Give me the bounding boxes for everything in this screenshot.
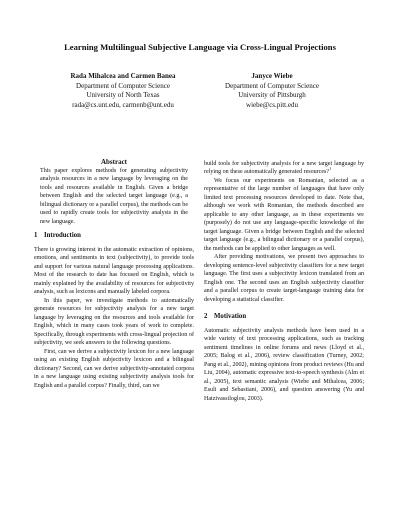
author-department: Department of Computer Science bbox=[76, 81, 170, 90]
section-number: 2 bbox=[204, 313, 208, 321]
left-column bbox=[34, 158, 194, 390]
footnote-marker: 1 bbox=[329, 166, 332, 172]
section-number: 1 bbox=[34, 232, 38, 240]
author-names: Janyce Wiebe bbox=[251, 72, 293, 80]
author-email: wiebe@cs.pitt.edu bbox=[246, 100, 298, 109]
author-university: University of North Texas bbox=[86, 91, 160, 100]
paragraph-text: build tools for subjectivity analysis for a new target language by relying on these automatically generated resources? bbox=[204, 161, 364, 176]
section-heading-introduction bbox=[34, 232, 194, 241]
author-block-unt bbox=[52, 72, 194, 110]
paper-title: Learning Multilingual Subjective Language via Cross-Lingual Projections bbox=[64, 42, 336, 52]
section-title: Introduction bbox=[44, 232, 81, 240]
author-names: Rada Mihalcea and Carmen Banea bbox=[70, 72, 176, 80]
section-heading-motivation bbox=[204, 313, 364, 322]
paragraph: First, can we derive a subjectivity lexicon for a new language using an existing English subjectivity lexicon and a bilingual dictionary? Second, can we derive subjectivity-annotated corpora in a new language using existing subjectivity analysis tools for English and a parallel corpus? Finally, third, can we bbox=[34, 348, 194, 389]
paragraph: Automatic subjectivity analysis methods have been used in a wide variety of text processing applications, such as tracking sentiment timelines in online forums and news (Lloyd et al., 2005; Balog et al., 2006), review classification (Turney, 2002; Pang et al., 2002), mining opinions from product reviews (Hu and Liu, 2004), automatic expressive text-to-speech synthesis (Alm et al., 2005), text semantic analysis (Wiebe and Mihalcea, 2006; Esuli and Sebastiani, 2006), and question answering (Yu and Hatzivassiloglou, 2003). bbox=[204, 327, 364, 402]
author-block-pitt bbox=[200, 72, 344, 110]
paragraph: We focus our experiments on Romanian, selected as a representative of the large number of languages that have only limited text processing resources developed to date. Note that, although we work with Romanian, the methods described are applicable to any other language, as in these experiments we (purposely) do not use any language-specific knowledge of the target language. Given a bridge between English and the selected target language (e.g., a bilingual dictionary or a parallel corpus), the methods can be applied to other languages as well. bbox=[204, 177, 364, 252]
paragraph: After providing motivations, we present two approaches to developing sentence-level subjectivity classifiers for a new target language. The first uses a subjectivity lexicon translated from an English one. The second uses an English subjectivity classifier and a parallel corpus to create target-language training data for developing a statistical classifier. bbox=[204, 254, 364, 303]
author-email: rada@cs.unt.edu, carmenb@unt.edu bbox=[72, 100, 174, 109]
section-title: Motivation bbox=[214, 313, 247, 321]
abstract-heading: Abstract bbox=[100, 158, 128, 166]
author-department: Department of Computer Science bbox=[225, 81, 319, 90]
author-university: University of Pittsburgh bbox=[238, 91, 306, 100]
paragraph: In this paper, we investigate methods to automatically generate resources for subjectivity analysis for a new target language by leveraging on the resources and tools available for English, which in many cases took years of work to complete. Specifically, through experiments with cross-lingual projection of subjectivity, we seek answers to the following questions. bbox=[34, 297, 194, 347]
paragraph: There is growing interest in the automatic extraction of opinions, emotions, and sentiments in text (subjectivity), to provide tools and support for various natural language processing applications. Most of the research to date has focused on English, which is mainly explained by the availability of resources for subjectivity analysis, such as lexicons and manually labeled corpora. bbox=[34, 246, 194, 296]
abstract-text: This paper explores methods for generating subjectivity analysis resources in a new language by leveraging on the tools and resources available in English. Given a bridge between English and the selected target language (e.g., a bilingual dictionary or a parallel corpus), the methods can be used to rapidly create tools for subjectivity analysis in the new language. bbox=[40, 168, 188, 225]
paragraph bbox=[204, 160, 364, 177]
right-column bbox=[204, 160, 364, 403]
spacer bbox=[204, 304, 364, 307]
